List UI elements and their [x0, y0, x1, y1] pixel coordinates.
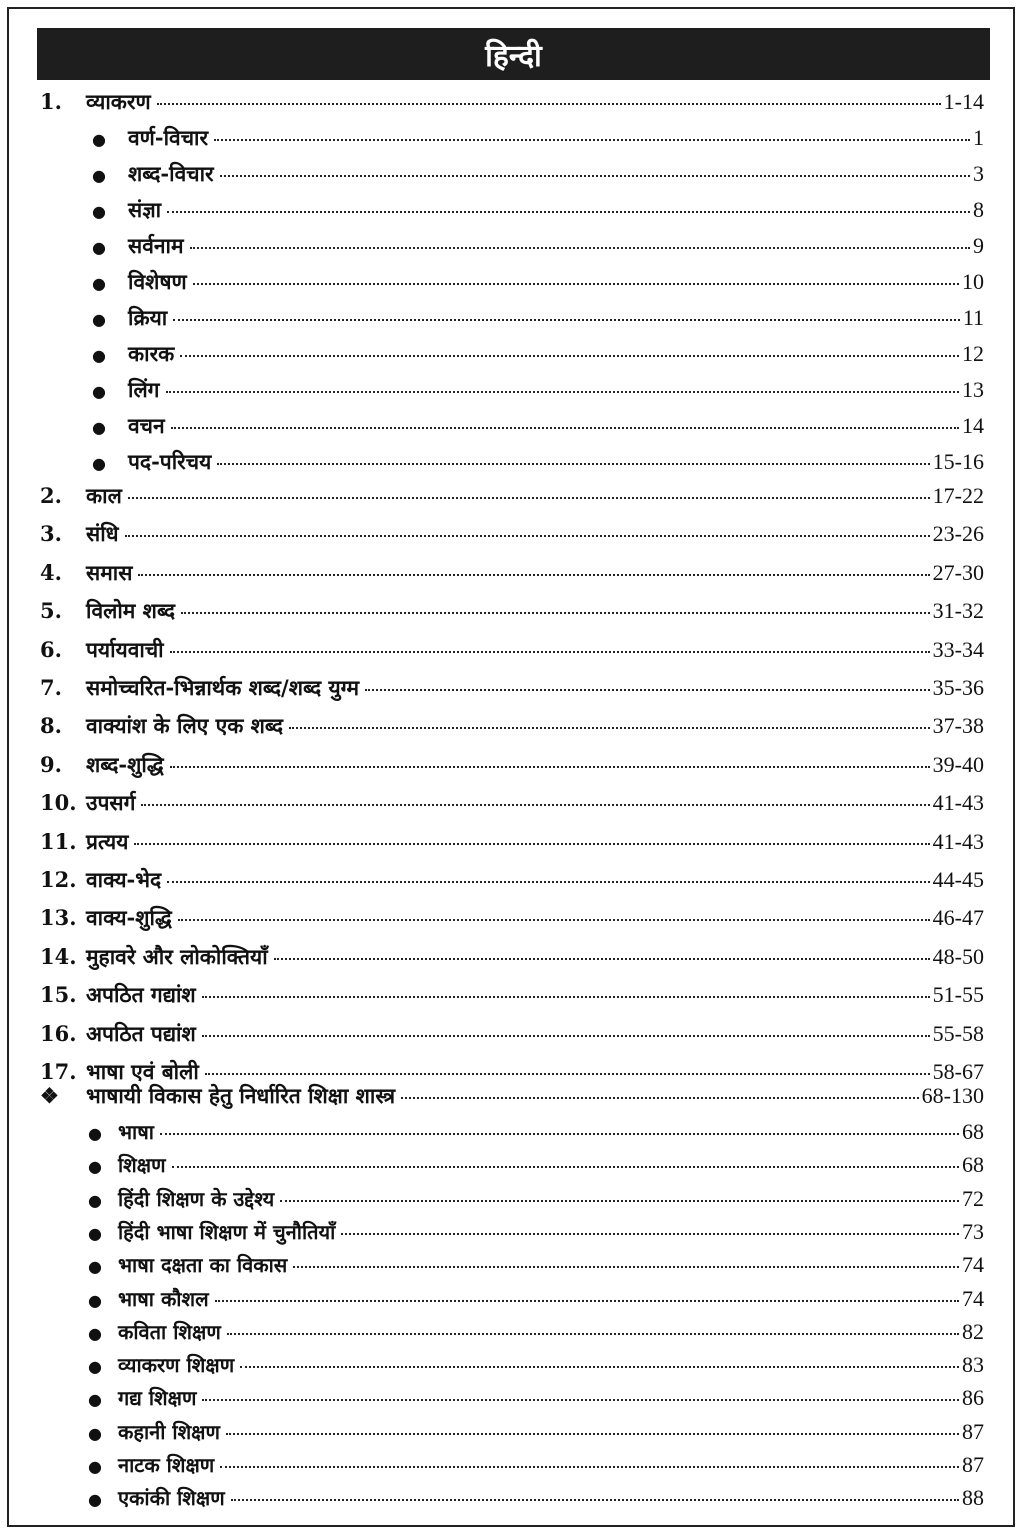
- chapter-number: 14.: [40, 943, 77, 969]
- chapter-page: 17-22: [932, 483, 984, 508]
- toc-subitem-row[interactable]: [88, 1251, 984, 1278]
- subitem-title: हिंदी भाषा शिक्षण में चुनौतियाँ: [118, 1219, 336, 1244]
- subitem-title: सर्वनाम: [128, 233, 184, 258]
- bullet-icon: ●: [92, 274, 106, 293]
- toc-chapter-row[interactable]: [40, 866, 984, 894]
- toc-chapter-row[interactable]: [40, 789, 984, 817]
- toc-subitem-row[interactable]: [88, 1484, 984, 1511]
- subitem-title: भाषा दक्षता का विकास: [118, 1253, 288, 1278]
- bullet-icon: ●: [92, 418, 106, 437]
- bullet-icon: ●: [92, 202, 106, 221]
- dot-leader: [202, 996, 930, 998]
- dot-leader: [217, 463, 929, 465]
- chapter-title: प्रत्यय: [86, 828, 129, 854]
- dot-leader: [202, 1035, 930, 1037]
- dot-leader: [226, 1433, 959, 1435]
- dot-leader: [141, 804, 929, 806]
- chapter-title: वाक्यांश के लिए एक शब्द: [86, 713, 284, 739]
- chapter-title: वाक्य-शुद्धि: [86, 905, 172, 931]
- chapter-title: समास: [86, 559, 133, 585]
- bullet-icon: ●: [88, 1257, 102, 1277]
- toc-subitem-row[interactable]: [92, 268, 984, 296]
- bullet-icon: ●: [88, 1290, 102, 1310]
- dot-leader: [365, 689, 930, 691]
- chapter-title: अपठित पद्यांश: [86, 1020, 196, 1046]
- chapter-title: व्याकरण: [86, 89, 151, 114]
- dot-leader: [167, 881, 930, 883]
- bullet-icon: ●: [88, 1190, 102, 1210]
- bullet-icon: ●: [88, 1323, 102, 1343]
- subitem-page: 83: [962, 1352, 984, 1378]
- subitem-page: 68: [962, 1119, 984, 1144]
- toc-chapter-row[interactable]: [40, 981, 984, 1009]
- dot-leader: [240, 1366, 959, 1368]
- chapter-page: 1-14: [943, 89, 984, 114]
- chapter-number: 10.: [40, 790, 77, 816]
- chapter-number: 11.: [40, 828, 77, 854]
- subitem-page: 86: [962, 1385, 984, 1411]
- dot-leader: [178, 919, 930, 921]
- toc-subitem-row[interactable]: [88, 1218, 984, 1245]
- dot-leader: [280, 1200, 959, 1202]
- chapter-number: 8.: [40, 713, 62, 739]
- dot-leader: [125, 535, 930, 537]
- chapter-number: 1.: [40, 89, 62, 114]
- subitem-page: 14: [962, 413, 984, 438]
- dot-leader: [220, 175, 970, 177]
- subitem-page: 12: [962, 341, 984, 366]
- chapter-number: 15.: [40, 982, 77, 1008]
- chapter-title: विलोम शब्द: [86, 598, 176, 624]
- toc-chapter-row[interactable]: [40, 636, 984, 664]
- subitem-page: 10: [962, 269, 984, 294]
- toc-subitem-row[interactable]: [92, 160, 984, 188]
- bullet-icon: ●: [92, 130, 106, 149]
- subitem-title: एकांकी शिक्षण: [118, 1486, 225, 1511]
- subitem-title: पद-परिचय: [128, 449, 212, 474]
- dot-leader: [227, 1333, 959, 1335]
- toc-subitem-row[interactable]: [92, 412, 984, 440]
- subitem-page: 3: [973, 161, 984, 186]
- toc-subitem-row[interactable]: [88, 1118, 984, 1145]
- dot-leader: [157, 103, 941, 105]
- toc-chapter-row[interactable]: [40, 828, 984, 856]
- bullet-icon: ●: [88, 1124, 102, 1143]
- toc-subitem-row[interactable]: [92, 304, 984, 332]
- toc-subitem-row[interactable]: [92, 124, 984, 152]
- subitem-page: 8: [973, 197, 984, 222]
- subitem-title: भाषा: [118, 1120, 154, 1144]
- toc-subitem-row[interactable]: [88, 1384, 984, 1411]
- bullet-icon: ●: [92, 310, 106, 329]
- chapter-page: 58-67: [932, 1059, 984, 1084]
- subitem-page: 73: [962, 1218, 984, 1244]
- dot-leader: [171, 427, 959, 429]
- dot-leader: [167, 211, 970, 213]
- dot-leader: [202, 1399, 959, 1401]
- bullet-icon: ●: [88, 1157, 102, 1177]
- subitem-title: भाषा कौशल: [118, 1286, 209, 1311]
- subitem-page: 87: [962, 1418, 984, 1444]
- chapter-page: 41-43: [932, 828, 984, 854]
- subitem-page: 74: [962, 1285, 984, 1311]
- chapter-title: उपसर्ग: [86, 790, 136, 816]
- bullet-icon: ●: [88, 1223, 102, 1243]
- chapter-page: 33-34: [932, 636, 984, 662]
- chapter-title: काल: [86, 483, 122, 508]
- dot-leader: [170, 651, 930, 653]
- page-header: [37, 28, 990, 80]
- toc-subitem-row[interactable]: [92, 196, 984, 224]
- dot-leader: [128, 497, 930, 499]
- dot-leader: [231, 1499, 959, 1501]
- subitem-title: विशेषण: [128, 269, 187, 294]
- toc-chapter-row[interactable]: [40, 520, 984, 548]
- dot-leader: [160, 1133, 959, 1135]
- dot-leader: [173, 319, 960, 321]
- bullet-icon: ●: [88, 1490, 102, 1510]
- toc-chapter-row[interactable]: [40, 1020, 984, 1048]
- chapter-title: वाक्य-भेद: [86, 867, 162, 892]
- subitem-title: गद्य शिक्षण: [118, 1386, 197, 1411]
- section-page: 68-130: [921, 1083, 984, 1108]
- subitem-page: 74: [962, 1252, 984, 1278]
- chapter-title: मुहावरे और लोकोक्तियाँ: [86, 943, 268, 969]
- dot-leader: [205, 1073, 930, 1075]
- dot-leader: [274, 958, 930, 960]
- toc-chapter-row[interactable]: [40, 559, 984, 587]
- toc-subitem-row[interactable]: [88, 1351, 984, 1378]
- toc-chapter-row[interactable]: [40, 712, 984, 740]
- dot-leader: [170, 766, 930, 768]
- chapter-title: समोच्चरित-भिन्नार्थक शब्द/शब्द युग्म: [86, 675, 360, 700]
- chapter-page: 39-40: [932, 751, 984, 777]
- chapter-title: शब्द-शुद्धि: [86, 751, 164, 777]
- subitem-page: 72: [962, 1185, 984, 1211]
- dot-leader: [138, 574, 929, 576]
- subitem-page: 68: [962, 1152, 984, 1178]
- dot-leader: [181, 612, 930, 614]
- section-title: भाषायी विकास हेतु निर्धारित शिक्षा शास्त्र: [86, 1083, 396, 1108]
- dot-leader: [293, 1266, 959, 1268]
- toc-subitem-row[interactable]: [92, 448, 984, 476]
- toc-chapter-row[interactable]: [40, 943, 984, 971]
- chapter-number: 13.: [40, 905, 77, 931]
- chapter-page: 35-36: [932, 675, 984, 700]
- subitem-title: लिंग: [128, 377, 160, 402]
- chapter-number: 4.: [40, 559, 62, 585]
- bullet-icon: ●: [92, 346, 106, 365]
- dot-leader: [289, 727, 930, 729]
- subitem-page: 82: [962, 1318, 984, 1344]
- subitem-page: 9: [973, 233, 984, 258]
- bullet-icon: ●: [92, 238, 106, 257]
- chapter-number: 16.: [40, 1020, 77, 1046]
- subitem-title: संज्ञा: [128, 197, 162, 222]
- dot-leader: [401, 1097, 919, 1099]
- toc-subitem-row[interactable]: [92, 232, 984, 260]
- toc-chapter-row[interactable]: [40, 88, 984, 116]
- header-title: हिन्दी: [485, 38, 542, 74]
- chapter-number: 6.: [40, 636, 62, 662]
- toc-section-row[interactable]: [40, 1082, 984, 1110]
- bullet-icon: ●: [88, 1357, 102, 1377]
- dot-leader: [172, 1166, 959, 1168]
- toc-chapter-row[interactable]: [40, 597, 984, 625]
- chapter-page: 51-55: [932, 982, 984, 1008]
- bullet-icon: ●: [92, 454, 106, 473]
- section-marker: ❖: [40, 1083, 59, 1108]
- chapter-page: 27-30: [932, 559, 984, 585]
- toc-chapter-row[interactable]: [40, 904, 984, 932]
- subitem-title: क्रिया: [128, 305, 168, 330]
- dot-leader: [166, 391, 960, 393]
- chapter-number: 12.: [40, 867, 77, 892]
- chapter-page: 41-43: [932, 790, 984, 816]
- chapter-number: 2.: [40, 483, 62, 508]
- chapter-number: 7.: [40, 675, 62, 700]
- toc-subitem-row[interactable]: [88, 1151, 984, 1178]
- subitem-title: व्याकरण शिक्षण: [118, 1353, 235, 1378]
- dot-leader: [193, 283, 959, 285]
- dot-leader: [220, 1466, 959, 1468]
- chapter-number: 9.: [40, 751, 62, 777]
- toc-subitem-row[interactable]: [88, 1418, 984, 1445]
- chapter-number: 3.: [40, 521, 62, 547]
- chapter-title: अपठित गद्यांश: [86, 982, 196, 1008]
- subitem-page: 1: [973, 125, 984, 150]
- toc-subitem-row[interactable]: [92, 340, 984, 368]
- toc-subitem-row[interactable]: [92, 376, 984, 404]
- bullet-icon: ●: [92, 166, 106, 185]
- toc-chapter-row[interactable]: [40, 674, 984, 702]
- chapter-page: 31-32: [932, 598, 984, 624]
- subitem-title: हिंदी शिक्षण के उद्देश्य: [118, 1186, 275, 1211]
- subitem-title: कविता शिक्षण: [118, 1319, 221, 1344]
- subitem-title: कारक: [128, 341, 175, 366]
- subitem-page: 88: [962, 1485, 984, 1511]
- subitem-page: 11: [962, 305, 984, 330]
- bullet-icon: ●: [92, 382, 106, 401]
- subitem-title: शब्द-विचार: [128, 161, 214, 186]
- chapter-page: 55-58: [932, 1020, 984, 1046]
- chapter-number: 17.: [40, 1059, 77, 1084]
- toc-chapter-row[interactable]: [40, 751, 984, 779]
- chapter-page: 48-50: [932, 943, 984, 969]
- dot-leader: [215, 1300, 959, 1302]
- subitem-title: कहानी शिक्षण: [118, 1419, 220, 1444]
- subitem-title: वचन: [128, 413, 165, 438]
- dot-leader: [190, 247, 970, 249]
- chapter-page: 44-45: [932, 867, 984, 892]
- subitem-page: 15-16: [932, 449, 984, 474]
- dot-leader: [214, 139, 970, 141]
- toc-subitem-row[interactable]: [88, 1285, 984, 1312]
- dot-leader: [180, 355, 959, 357]
- bullet-icon: ●: [88, 1457, 102, 1476]
- subitem-page: 87: [962, 1452, 984, 1477]
- chapter-page: 37-38: [932, 713, 984, 739]
- subitem-title: वर्ण-विचार: [128, 125, 209, 150]
- toc-chapter-row[interactable]: [40, 482, 984, 510]
- chapter-page: 23-26: [932, 521, 984, 547]
- bullet-icon: ●: [88, 1390, 102, 1410]
- subitem-title: शिक्षण: [118, 1153, 166, 1178]
- toc-subitem-row[interactable]: [88, 1451, 984, 1478]
- chapter-title: भाषा एवं बोली: [86, 1059, 199, 1084]
- chapter-title: संधि: [86, 521, 119, 547]
- bullet-icon: ●: [88, 1423, 102, 1443]
- chapter-number: 5.: [40, 598, 62, 624]
- subitem-title: नाटक शिक्षण: [118, 1453, 215, 1477]
- subitem-page: 13: [962, 377, 984, 402]
- dot-leader: [341, 1233, 959, 1235]
- chapter-page: 46-47: [932, 905, 984, 931]
- dot-leader: [134, 843, 929, 845]
- chapter-title: पर्यायवाची: [86, 636, 164, 662]
- toc-subitem-row[interactable]: [88, 1318, 984, 1345]
- toc-subitem-row[interactable]: [88, 1185, 984, 1212]
